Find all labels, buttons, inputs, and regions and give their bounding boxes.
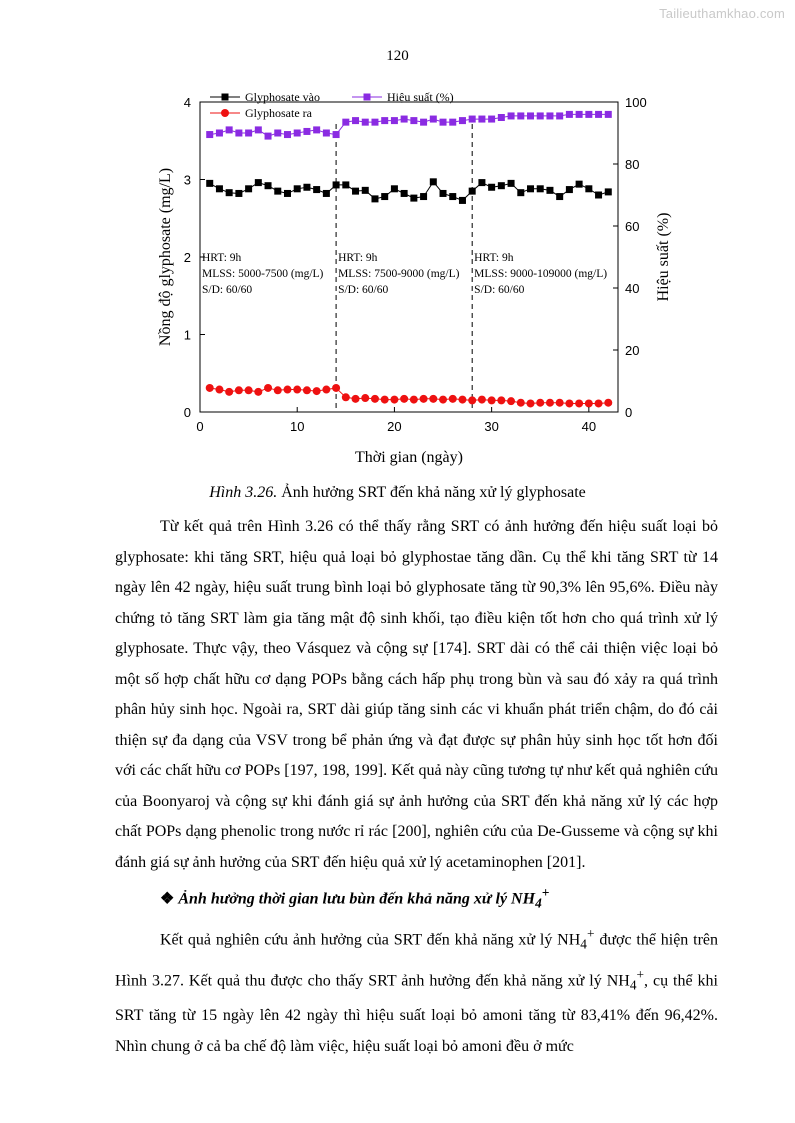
- data-point: [342, 119, 349, 126]
- data-point: [420, 395, 428, 403]
- data-point: [556, 193, 563, 200]
- y2-tick-label: 60: [625, 219, 640, 234]
- data-point: [478, 179, 485, 186]
- data-point: [362, 119, 369, 126]
- data-point: [254, 388, 262, 396]
- data-point: [401, 116, 408, 123]
- y2-tick-label: 80: [625, 157, 640, 172]
- paragraph-nh4-part2: được thể hiện trên Hình 3.27. Kết quả thu được cho thấy SRT ảnh hưởng đến khả năng xử lý NH: [115, 931, 718, 990]
- data-point: [517, 112, 524, 119]
- y2-tick-label: 0: [625, 405, 633, 420]
- series-0: [206, 178, 612, 204]
- data-point: [508, 112, 515, 119]
- data-point: [206, 131, 213, 138]
- data-point: [391, 117, 398, 124]
- data-point: [508, 180, 515, 187]
- annotation-line: S/D: 60/60: [202, 284, 253, 296]
- data-point: [332, 384, 340, 392]
- data-point: [322, 386, 330, 394]
- data-point: [605, 111, 612, 118]
- data-point: [556, 112, 563, 119]
- annotation-line: HRT: 9h: [338, 252, 378, 264]
- data-point: [507, 397, 515, 405]
- data-point: [371, 119, 378, 126]
- data-point: [410, 195, 417, 202]
- data-point: [323, 130, 330, 137]
- y-tick-label: 3: [183, 172, 191, 188]
- data-point: [439, 396, 447, 404]
- data-point: [225, 388, 233, 396]
- data-point: [294, 130, 301, 137]
- section-heading-sup: +: [541, 885, 550, 900]
- data-point: [527, 112, 534, 119]
- legend-marker: [221, 109, 229, 117]
- data-point: [585, 399, 593, 407]
- paragraph-nh4-sup1: +: [586, 926, 595, 942]
- data-point: [265, 133, 272, 140]
- figure-caption: [0, 484, 795, 502]
- data-point: [497, 396, 505, 404]
- data-point: [565, 399, 573, 407]
- caption-text: Ảnh hưởng SRT đến khả năng xử lý glyphosate: [277, 484, 586, 501]
- data-point: [546, 112, 553, 119]
- data-point: [449, 395, 457, 403]
- paragraph-nh4-part3: , cụ thể khi SRT tăng từ 15 ngày lên 42 ngày thì hiệu suất loại bỏ amoni tăng từ 83,41% đến 96,42%. Nhìn chung ở cả ba chế độ làm việc, hiệu suất loại bỏ amoni đều ở mức: [115, 972, 719, 1055]
- y-axis-label: Nồng độ glyphosate (mg/L): [157, 167, 174, 347]
- data-point: [313, 387, 321, 395]
- data-point: [215, 386, 223, 394]
- data-point: [488, 116, 495, 123]
- data-point: [585, 185, 592, 192]
- data-point: [420, 119, 427, 126]
- data-point: [255, 179, 262, 186]
- data-point: [468, 396, 476, 404]
- x-tick-label: 40: [581, 419, 597, 434]
- y2-axis-label: Hiệu suất (%): [655, 212, 672, 302]
- data-point: [294, 185, 301, 192]
- data-point: [381, 193, 388, 200]
- data-point: [381, 396, 389, 404]
- data-point: [536, 399, 544, 407]
- data-point: [420, 193, 427, 200]
- paragraph-nh4-sub2: 4: [629, 977, 637, 993]
- data-point: [429, 395, 437, 403]
- paragraph-nh4: [115, 919, 718, 1062]
- data-point: [333, 181, 340, 188]
- data-point: [469, 116, 476, 123]
- data-point: [313, 126, 320, 133]
- data-point: [283, 386, 291, 394]
- data-point: [235, 386, 243, 394]
- data-point: [517, 399, 525, 407]
- data-point: [371, 395, 379, 403]
- y2-tick-label: 20: [625, 343, 640, 358]
- data-point: [576, 181, 583, 188]
- data-point: [498, 114, 505, 121]
- regime-annotation: [202, 252, 324, 296]
- data-point: [284, 131, 291, 138]
- data-point: [352, 188, 359, 195]
- data-point: [264, 384, 272, 392]
- paragraph-nh4-part1: Kết quả nghiên cứu ảnh hưởng của SRT đến khả năng xử lý NH: [160, 931, 581, 949]
- data-point: [430, 178, 437, 185]
- y2-tick-label: 40: [625, 281, 640, 296]
- data-point: [440, 190, 447, 197]
- data-point: [390, 396, 398, 404]
- legend-item: [210, 106, 313, 120]
- data-point: [488, 184, 495, 191]
- data-point: [381, 117, 388, 124]
- caption-label: Hình 3.26.: [209, 484, 278, 501]
- data-point: [206, 180, 213, 187]
- data-point: [595, 111, 602, 118]
- data-point: [226, 126, 233, 133]
- legend-label: Hiệu suất (%): [387, 90, 454, 104]
- data-point: [274, 188, 281, 195]
- glyphosate-chart: [150, 84, 670, 474]
- data-point: [459, 197, 466, 204]
- data-point: [371, 195, 378, 202]
- y2-tick-label: 100: [625, 95, 647, 110]
- data-point: [410, 117, 417, 124]
- section-heading-text: Ảnh hưởng thời gian lưu bùn đến khả năng xử lý NH: [178, 890, 536, 908]
- data-point: [401, 190, 408, 197]
- data-point: [537, 185, 544, 192]
- data-point: [449, 119, 456, 126]
- legend-label: Glyphosate vào: [245, 90, 320, 104]
- plot-area-frame: [200, 102, 618, 412]
- section-heading: [115, 878, 718, 919]
- data-point: [585, 111, 592, 118]
- y-tick-label: 2: [183, 250, 191, 265]
- annotation-line: MLSS: 5000-7500 (mg/L): [202, 268, 324, 280]
- annotation-line: MLSS: 7500-9000 (mg/L): [338, 268, 460, 280]
- data-point: [556, 399, 564, 407]
- legend-marker: [364, 94, 371, 101]
- data-point: [400, 395, 408, 403]
- annotation-line: HRT: 9h: [202, 252, 242, 264]
- data-point: [293, 386, 301, 394]
- data-point: [469, 188, 476, 195]
- data-point: [430, 116, 437, 123]
- series-1: [206, 384, 613, 408]
- annotation-line: S/D: 60/60: [338, 284, 389, 296]
- legend-marker: [222, 94, 229, 101]
- data-point: [313, 186, 320, 193]
- paragraph-nh4-sub1: 4: [580, 936, 587, 952]
- x-axis-label: Thời gian (ngày): [355, 449, 463, 466]
- x-tick-label: 10: [289, 419, 305, 434]
- y-tick-label: 4: [183, 95, 191, 110]
- data-point: [458, 396, 466, 404]
- section-heading-sub: 4: [535, 895, 542, 911]
- x-tick-label: 0: [196, 419, 204, 434]
- x-tick-label: 20: [387, 419, 402, 434]
- data-point: [546, 187, 553, 194]
- annotation-line: S/D: 60/60: [474, 284, 525, 296]
- data-point: [566, 186, 573, 193]
- annotation-line: MLSS: 9000-109000 (mg/L): [474, 268, 608, 280]
- data-point: [391, 185, 398, 192]
- data-point: [226, 189, 233, 196]
- data-point: [361, 394, 369, 402]
- data-point: [303, 184, 310, 191]
- data-point: [575, 399, 583, 407]
- data-point: [303, 386, 311, 394]
- data-point: [459, 117, 466, 124]
- data-point: [265, 182, 272, 189]
- annotation-line: HRT: 9h: [474, 252, 514, 264]
- data-point: [440, 119, 447, 126]
- watermark: Tailieuthamkhao.com: [659, 6, 785, 21]
- data-point: [274, 130, 281, 137]
- data-point: [478, 116, 485, 123]
- data-point: [362, 187, 369, 194]
- data-point: [245, 130, 252, 137]
- y-tick-label: 0: [183, 405, 191, 420]
- data-point: [342, 181, 349, 188]
- paragraph-nh4-sup2: +: [636, 967, 645, 983]
- data-point: [488, 396, 496, 404]
- legend-label: Glyphosate ra: [245, 106, 312, 120]
- data-point: [517, 189, 524, 196]
- data-point: [333, 131, 340, 138]
- data-point: [342, 393, 350, 401]
- data-point: [498, 182, 505, 189]
- x-tick-label: 30: [484, 419, 499, 434]
- data-point: [449, 193, 456, 200]
- page-number: 120: [386, 48, 409, 64]
- data-point: [303, 128, 310, 135]
- regime-annotation: [338, 252, 460, 296]
- data-point: [410, 396, 418, 404]
- data-point: [235, 130, 242, 137]
- bullet-diamond-icon: ❖: [160, 890, 175, 908]
- data-point: [595, 399, 603, 407]
- data-point: [604, 399, 612, 407]
- paragraph-srt-glyphosate: Từ kết quả trên Hình 3.26 có thể thấy rằng SRT có ảnh hưởng đến hiệu suất loại bỏ glyphosate: khi tăng SRT, hiệu quả loại bỏ glyphostae tăng dần. Cụ thể khi tăng SRT từ 14 ngày lên 42 ngày, hiệu suất trung bình loại bỏ glyphosate tăng từ 90,3% lên 95,6%. Điều này chứng tỏ tăng SRT làm gia tăng mật độ sinh khối, tạo điều kiện tốt hơn cho quá trình xử lý glyphosate. Thực vậy, theo Vásquez và cộng sự [174]. SRT dài có thể cải thiện việc loại bỏ một số hợp chất hữu cơ dạng POPs bằng cách hấp phụ trong bùn và sau đó xảy ra quá trình phân hủy sinh học. Ngoài ra, SRT dài giúp tăng sinh các vi khuẩn phát triển chậm, do đó cải thiện sự đa dạng của VSV trong bể phản ứng và đạt được sự phân hủy sinh học tốt hơn đối với các chất hữu cơ POPs [197, 198, 199]. Kết quả này cũng tương tự như kết quả nghiên cứu của Boonyaroj và cộng sự khi đánh giá sự ảnh hưởng của SRT đến khả năng xử lý các hợp chất POPs dạng phenolic trong nước rỉ rác [200], nghiên cứu của De-Gusseme và cộng sự khi đánh giá sự ảnh hưởng của SRT đến hiệu quả xử lý acetaminophen [201].: [115, 518, 718, 871]
- data-point: [245, 386, 253, 394]
- data-point: [527, 399, 535, 407]
- data-point: [527, 185, 534, 192]
- data-point: [323, 190, 330, 197]
- data-point: [478, 396, 486, 404]
- data-point: [206, 384, 214, 392]
- body-text: [115, 512, 718, 1062]
- data-point: [546, 399, 554, 407]
- data-point: [576, 111, 583, 118]
- data-point: [595, 192, 602, 199]
- data-point: [352, 117, 359, 124]
- data-point: [284, 190, 291, 197]
- data-point: [216, 130, 223, 137]
- data-point: [274, 386, 282, 394]
- y-tick-label: 1: [183, 327, 191, 343]
- data-point: [605, 188, 612, 195]
- data-point: [235, 190, 242, 197]
- data-point: [566, 111, 573, 118]
- regime-annotation: [474, 252, 607, 296]
- data-point: [352, 395, 360, 403]
- data-point: [216, 185, 223, 192]
- data-point: [245, 185, 252, 192]
- data-point: [255, 126, 262, 133]
- data-point: [537, 112, 544, 119]
